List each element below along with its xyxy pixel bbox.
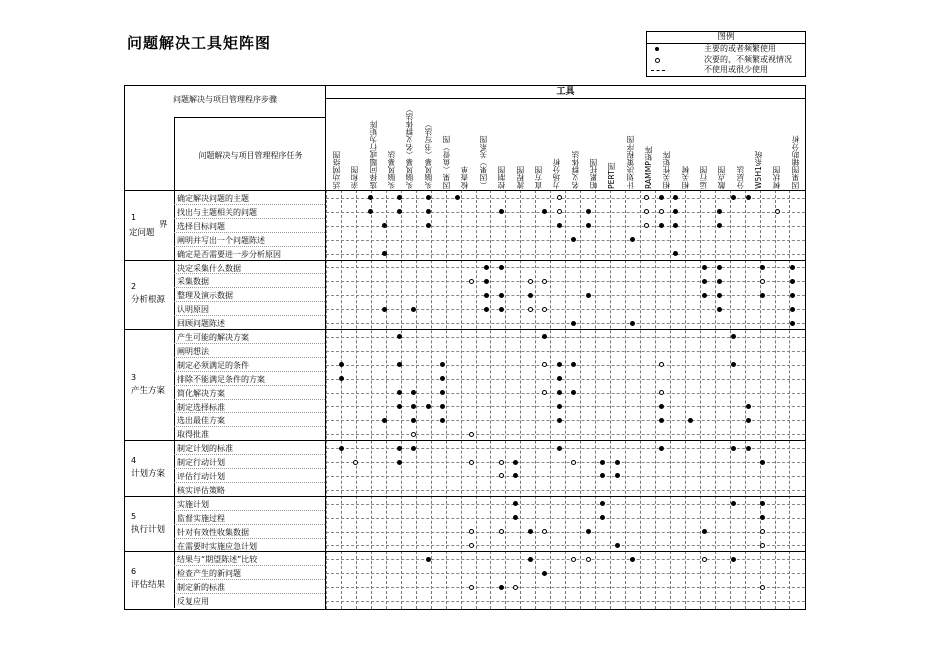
tool-column-header: [679, 101, 693, 189]
primary-use-dot: [499, 307, 504, 312]
secondary-use-dot: [659, 362, 664, 367]
primary-use-dot: [382, 418, 387, 423]
secondary-use-dot: [499, 460, 504, 465]
tool-column-header: [605, 101, 619, 189]
step-number: 4: [131, 455, 137, 465]
primary-use-dot: [455, 195, 460, 200]
tool-column-header: [477, 101, 491, 189]
primary-use-dot: [717, 307, 722, 312]
task-label: 整理及演示数据: [177, 291, 233, 301]
primary-use-dot: [339, 362, 344, 367]
primary-use-dot: [571, 237, 576, 242]
primary-use-dot: [702, 279, 707, 284]
primary-use-dot: [717, 293, 722, 298]
secondary-use-dot: [499, 529, 504, 534]
secondary-use-dot: [542, 529, 547, 534]
step-cell: [125, 497, 175, 553]
secondary-use-dot: [542, 279, 547, 284]
task-label: 选出最佳方案: [177, 416, 225, 426]
secondary-use-dot: [659, 390, 664, 395]
step-name: 产生方案: [131, 385, 166, 396]
secondary-use-dot: [644, 195, 649, 200]
step-cell: [125, 191, 175, 261]
step-name: 界: [159, 219, 168, 230]
task-label: 监督实施过程: [177, 513, 225, 523]
step-cell: [125, 441, 175, 497]
primary-use-dot: [702, 529, 707, 534]
primary-use-dot: [528, 293, 533, 298]
tool-column-header: [458, 101, 472, 189]
task-label: 核实评估策略: [177, 485, 225, 495]
primary-use-dot: [397, 404, 402, 409]
primary-use-dot: [484, 265, 489, 270]
primary-use-dot: [499, 209, 504, 214]
primary-use-dot: [790, 293, 795, 298]
tool-name: 因果图辅助分析: [790, 135, 800, 189]
primary-use-dot: [790, 307, 795, 312]
tool-name: 力场分析: [552, 158, 562, 189]
primary-use-dot: [528, 529, 533, 534]
task-label: 找出与主题相关的问题: [177, 207, 257, 217]
secondary-use-dot: [469, 279, 474, 284]
primary-use-dot: [426, 404, 431, 409]
primary-use-dot: [731, 195, 736, 200]
secondary-use-dot: [469, 460, 474, 465]
step-number: 5: [131, 511, 137, 521]
tool-column-header: [660, 101, 674, 189]
secondary-use-dot: [353, 460, 358, 465]
task-label: 针对有效性收集数据: [177, 527, 249, 537]
primary-use-dot: [746, 404, 751, 409]
tool-name: 头脑风暴法: [387, 151, 397, 189]
tool-name: 流程图: [515, 166, 525, 189]
task-label: 采集数据: [177, 277, 209, 287]
primary-use-dot: [411, 307, 416, 312]
secondary-use-dot: [411, 432, 416, 437]
secondary-use-dot: [528, 307, 533, 312]
primary-use-dot: [746, 195, 751, 200]
primary-use-dot: [760, 293, 765, 298]
primary-use-dot: [397, 362, 402, 367]
primary-use-dot: [659, 446, 664, 451]
task-label: 确定是否需要进一步分析原因: [177, 249, 281, 259]
tool-column-header: [550, 101, 564, 189]
secondary-use-dot: [586, 557, 591, 562]
task-label: 在需要时实施应急计划: [177, 541, 257, 551]
primary-use-dot: [557, 418, 562, 423]
secondary-use-dot: [571, 557, 576, 562]
tool-name: 相关性矩阵: [662, 151, 672, 189]
task-label: 决定采集什么数据: [177, 263, 241, 273]
tool-name: 帕累托图: [588, 158, 598, 189]
task-label: 实施计划: [177, 499, 209, 509]
step-cell: [125, 330, 175, 441]
tool-name: W5H1系统: [754, 150, 764, 189]
primary-use-dot: [339, 446, 344, 451]
tool-column-header: [697, 101, 711, 189]
primary-use-dot: [659, 404, 664, 409]
tool-name: RAMMP矩阵: [643, 145, 653, 189]
tool-column-header: [624, 101, 638, 189]
primary-use-dot: [440, 376, 445, 381]
task-label: 选择目标问题: [177, 221, 225, 231]
step-name: 执行计划: [131, 524, 166, 535]
tool-column-header: [770, 101, 784, 189]
primary-use-dot: [528, 557, 533, 562]
primary-use-dot: [397, 460, 402, 465]
page-title: 问题解决工具矩阵图: [127, 34, 272, 52]
task-label: 阐明并写出一个问题陈述: [177, 235, 265, 245]
secondary-use-dot: [469, 529, 474, 534]
secondary-use-dot: [542, 390, 547, 395]
tools-header-label: 工具: [326, 86, 805, 99]
primary-use-dot: [702, 265, 707, 270]
secondary-use-dot: [499, 473, 504, 478]
secondary-use-dot: [571, 460, 576, 465]
secondary-use-dot: [702, 557, 707, 562]
tool-column-header: [330, 101, 344, 189]
task-label: 反复应用: [177, 597, 209, 607]
tool-name: 因果（鱼骨）图: [442, 135, 452, 189]
primary-use-dot: [717, 265, 722, 270]
primary-use-dot: [571, 390, 576, 395]
legend-text: 次要的、不频繁或视情况: [704, 54, 792, 64]
tool-column-header: [422, 101, 436, 189]
primary-use-dot: [659, 223, 664, 228]
legend-row-secondary: [647, 55, 805, 66]
secondary-use-dot: [542, 307, 547, 312]
secondary-use-dot: [557, 195, 562, 200]
primary-use-dot: [440, 390, 445, 395]
primary-use-dot: [746, 446, 751, 451]
legend-text: 主要的或者频繁使用: [704, 44, 776, 53]
primary-use-dot: [731, 362, 736, 367]
secondary-use-dot: [469, 585, 474, 590]
primary-use-dot: [688, 418, 693, 423]
primary-use-dot: [717, 279, 722, 284]
tool-name: （因果）关系图: [478, 135, 488, 189]
secondary-use-dot: [760, 543, 765, 548]
primary-use-dot: [731, 446, 736, 451]
primary-use-dot: [440, 362, 445, 367]
tool-name: 控制图: [497, 166, 507, 189]
step-cell: [125, 261, 175, 331]
primary-use-dot: [600, 501, 605, 506]
primary-use-dot: [586, 293, 591, 298]
tool-column-header: [587, 101, 601, 189]
tool-column-header: [367, 101, 381, 189]
primary-use-dot: [557, 446, 562, 451]
tasks-header-label: 问题解决与项目管理程序任务: [198, 151, 303, 160]
primary-use-dot: [600, 515, 605, 520]
task-label: 认明原因: [177, 305, 209, 315]
tool-column-header: [495, 101, 509, 189]
legend-row-primary: [647, 44, 805, 55]
hollow-dot-icon: [655, 58, 660, 63]
primary-use-dot: [586, 223, 591, 228]
legend-row-none: [647, 65, 805, 76]
primary-use-dot: [557, 390, 562, 395]
tool-column-header: [734, 101, 748, 189]
step-cell: [125, 552, 175, 608]
primary-use-dot: [513, 460, 518, 465]
step-number: 6: [131, 567, 137, 577]
primary-use-dot: [615, 460, 620, 465]
primary-use-dot: [760, 515, 765, 520]
filled-dot-icon: [655, 47, 659, 51]
primary-use-dot: [368, 209, 373, 214]
primary-use-dot: [673, 251, 678, 256]
primary-use-dot: [659, 195, 664, 200]
task-label: 检查产生的新问题: [177, 569, 241, 579]
primary-use-dot: [600, 460, 605, 465]
secondary-use-dot: [760, 585, 765, 590]
primary-use-dot: [484, 307, 489, 312]
primary-use-dot: [790, 265, 795, 270]
task-label: 确定解决问题的主题: [177, 194, 249, 203]
primary-use-dot: [499, 585, 504, 590]
task-label: 取得批准: [177, 430, 209, 440]
tool-column-header: [789, 101, 803, 189]
tool-name: 活动网络图: [332, 151, 341, 189]
primary-use-dot: [673, 223, 678, 228]
primary-use-dot: [760, 265, 765, 270]
tool-name: 亲和图: [350, 166, 360, 189]
tool-name: 散点图: [717, 166, 727, 189]
primary-use-dot: [339, 376, 344, 381]
steps-header: [125, 86, 326, 190]
tool-name: 运行图: [699, 166, 708, 189]
secondary-use-dot: [644, 209, 649, 214]
primary-use-dot: [513, 501, 518, 506]
primary-use-dot: [586, 529, 591, 534]
secondary-use-dot: [469, 543, 474, 548]
tool-name: 分层法: [735, 166, 745, 189]
primary-use-dot: [382, 307, 387, 312]
tool-column-header: [385, 101, 399, 189]
tool-column-header: [348, 101, 362, 189]
primary-use-dot: [484, 279, 489, 284]
task-label: 简化解决方案: [177, 388, 225, 398]
primary-use-dot: [673, 209, 678, 214]
primary-use-dot: [557, 223, 562, 228]
task-label: 制定计划的标准: [177, 444, 233, 454]
primary-use-dot: [499, 265, 504, 270]
tool-name: 树状图: [772, 166, 782, 189]
primary-use-dot: [630, 321, 635, 326]
tool-name: 检查单: [460, 166, 470, 189]
primary-use-dot: [426, 557, 431, 562]
secondary-use-dot: [469, 432, 474, 437]
step-name: 评估结果: [131, 580, 166, 591]
dashed-line-icon: [651, 70, 665, 71]
secondary-use-dot: [760, 279, 765, 284]
primary-use-dot: [542, 334, 547, 339]
primary-use-dot: [731, 557, 736, 562]
primary-use-dot: [397, 390, 402, 395]
primary-use-dot: [586, 209, 591, 214]
step-number: 3: [131, 372, 137, 382]
step-name: 分析根源: [131, 295, 166, 306]
step-number: 2: [131, 282, 137, 292]
step-name-cont: 定问题: [129, 227, 155, 238]
primary-use-dot: [411, 446, 416, 451]
primary-use-dot: [397, 446, 402, 451]
secondary-use-dot: [528, 279, 533, 284]
tool-column-header: [403, 101, 417, 189]
primary-use-dot: [440, 404, 445, 409]
tool-column-header: [440, 101, 454, 189]
primary-use-dot: [731, 334, 736, 339]
tool-matrix-table: [124, 85, 806, 610]
primary-use-dot: [557, 362, 562, 367]
secondary-use-dot: [760, 529, 765, 534]
primary-use-dot: [746, 418, 751, 423]
task-label: 结果与“期望陈述”比较: [177, 555, 258, 565]
tool-name: 选择问题或行为矩阵: [368, 120, 378, 189]
task-label: 制定行动计划: [177, 458, 225, 468]
tool-name: 相关树: [680, 166, 690, 189]
secondary-use-dot: [557, 209, 562, 214]
task-label: 排除不能满足条件的方案: [177, 374, 265, 384]
primary-use-dot: [615, 473, 620, 478]
legend-box: [646, 31, 806, 77]
steps-header-label: 问题解决与项目管理程序步骤: [173, 95, 277, 104]
primary-use-dot: [717, 223, 722, 228]
tool-name: 名义群体法: [570, 151, 580, 189]
task-label: 制定选择标准: [177, 402, 225, 412]
primary-use-dot: [368, 195, 373, 200]
tool-name: 头脑风暴（名义群体法）: [405, 105, 415, 189]
tool-name: 直方图: [533, 166, 543, 189]
tool-column-header: [642, 101, 656, 189]
legend-heading: 图例: [647, 32, 805, 44]
secondary-use-dot: [659, 209, 664, 214]
primary-use-dot: [542, 571, 547, 576]
primary-use-dot: [557, 376, 562, 381]
task-label: 制定必须满足的条件: [177, 360, 249, 370]
primary-use-dot: [790, 279, 795, 284]
tool-name: PERT图: [607, 162, 617, 189]
primary-use-dot: [499, 293, 504, 298]
tool-name: 头脑风暴（书写法）: [423, 120, 433, 189]
primary-use-dot: [571, 362, 576, 367]
primary-use-dot: [600, 473, 605, 478]
primary-use-dot: [790, 321, 795, 326]
primary-use-dot: [717, 209, 722, 214]
primary-use-dot: [673, 195, 678, 200]
task-label: 制定新的标准: [177, 583, 225, 593]
primary-use-dot: [557, 404, 562, 409]
task-label: 回顾问题陈述: [177, 319, 225, 329]
tool-column-header: [715, 101, 729, 189]
legend-text: 不使用或很少使用: [704, 65, 768, 74]
task-label: 阐明想法: [177, 346, 209, 356]
primary-use-dot: [513, 515, 518, 520]
primary-use-dot: [731, 501, 736, 506]
primary-use-dot: [702, 293, 707, 298]
tool-column-header: [569, 101, 583, 189]
tool-column-header: [514, 101, 528, 189]
task-label: 产生可能的解决方案: [177, 333, 249, 342]
primary-use-dot: [630, 557, 635, 562]
primary-use-dot: [542, 209, 547, 214]
primary-use-dot: [760, 460, 765, 465]
primary-use-dot: [484, 293, 489, 298]
tool-column-header: [532, 101, 546, 189]
task-label: 评估行动计划: [177, 472, 225, 481]
primary-use-dot: [513, 473, 518, 478]
tool-column-header: [752, 101, 766, 189]
primary-use-dot: [615, 543, 620, 548]
secondary-use-dot: [542, 362, 547, 367]
tool-name: 计划决策程序图: [625, 135, 635, 189]
step-number: 1: [131, 212, 137, 222]
step-name: 计划方案: [131, 468, 166, 479]
primary-use-dot: [440, 418, 445, 423]
primary-use-dot: [659, 418, 664, 423]
primary-use-dot: [571, 321, 576, 326]
secondary-use-dot: [513, 585, 518, 590]
primary-use-dot: [630, 237, 635, 242]
secondary-use-dot: [775, 209, 780, 214]
primary-use-dot: [760, 501, 765, 506]
tasks-header: [174, 117, 326, 191]
secondary-use-dot: [644, 223, 649, 228]
